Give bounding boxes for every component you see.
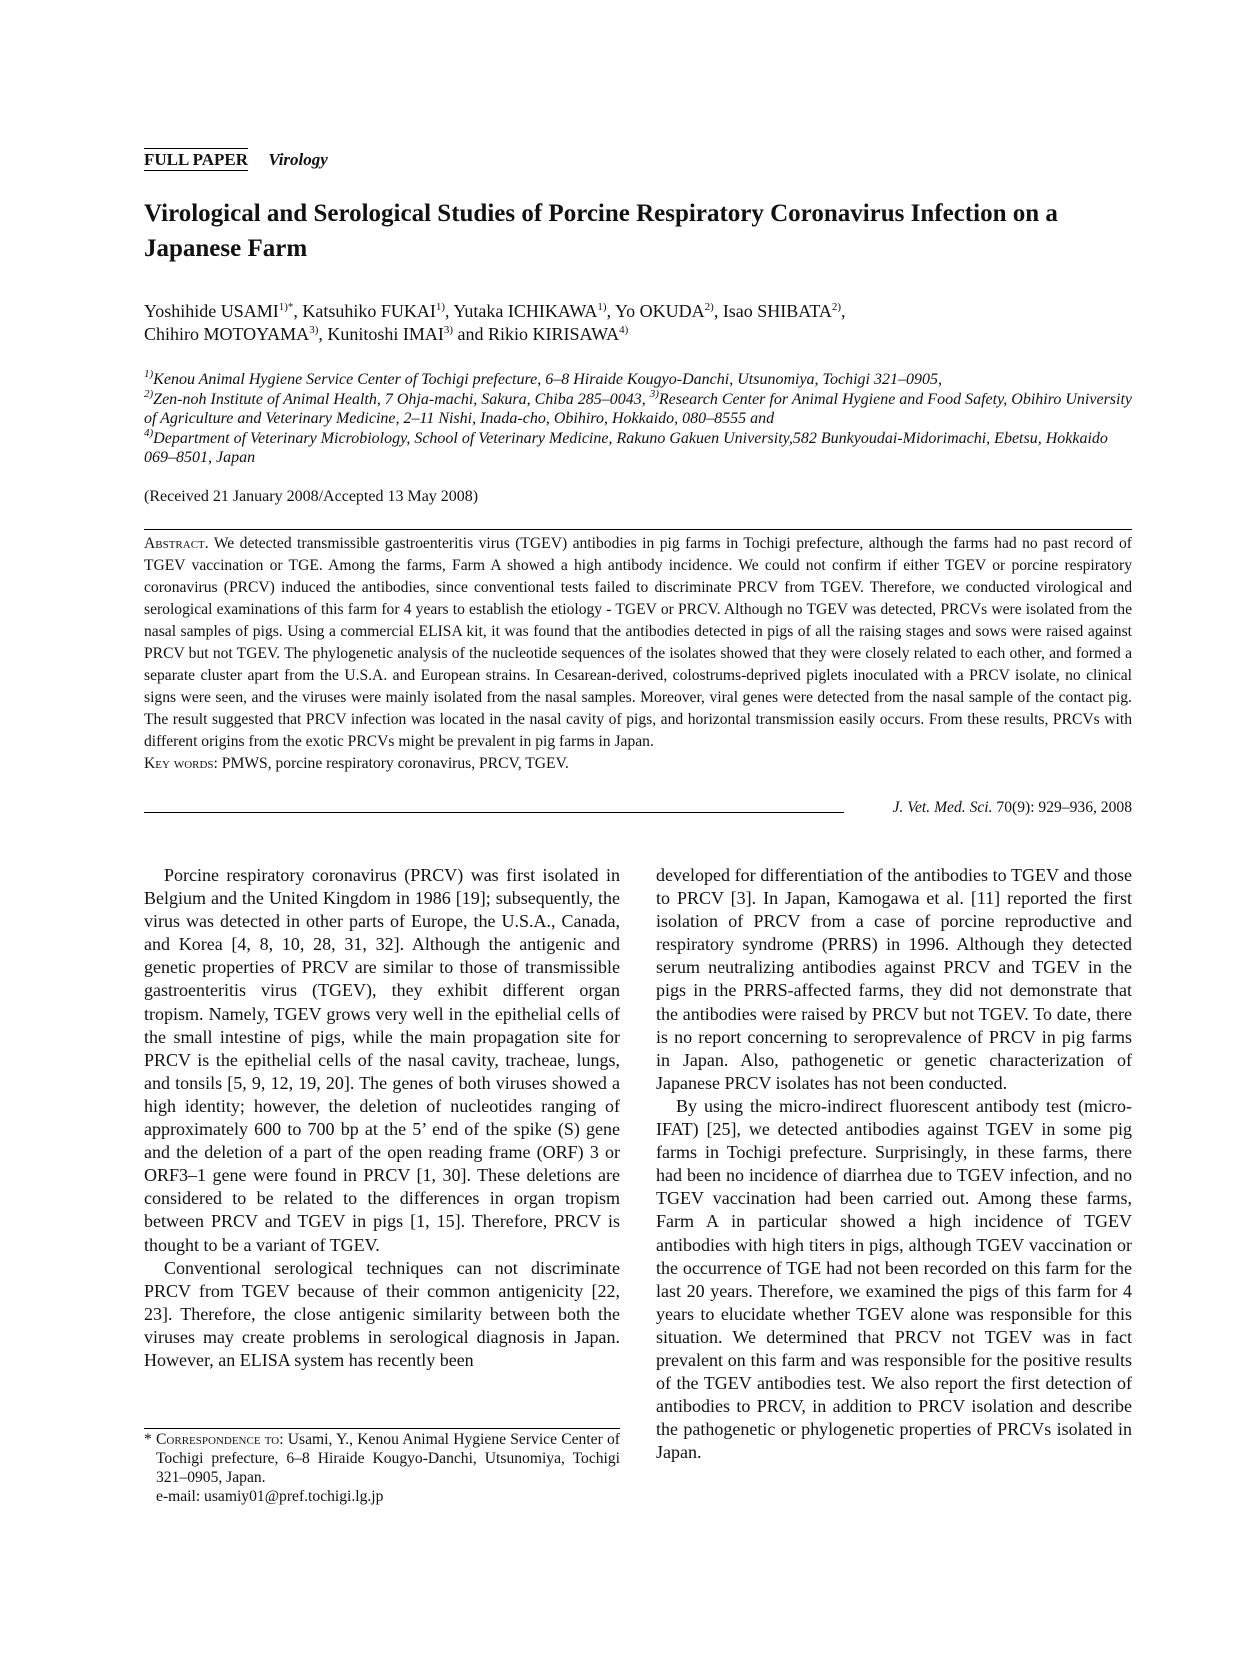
journal-citation: J. Vet. Med. Sci. 70(9): 929–936, 2008 — [892, 799, 1132, 816]
keywords: PMWS, porcine respiratory coronavirus, PRCV, TGEV. — [217, 755, 569, 772]
article-header — [144, 150, 328, 170]
author: Chihiro MOTOYAMA$^{3)}$, — [144, 324, 328, 344]
affiliation: $^{4)}$Department of Veterinary Microbiology, School of Veterinary Medicine, Rakuno Gakuen University,582 Bunkyoudai-Midorimachi, Ebetsu, Hokkaido 069–8501, Japan — [144, 426, 1108, 467]
author: Rikio KIRISAWA$^{4)}$ — [488, 324, 629, 344]
author: Yutaka ICHIKAWA$^{1)}$, — [453, 301, 615, 321]
affiliation: $^{1)}$Kenou Animal Hygiene Service Center of Tochigi prefecture, 6–8 Hiraide Kougyo-Danchi, Utsunomiya, Tochigi 321–0905, — [144, 368, 942, 388]
footnote-rule — [144, 1428, 620, 1429]
abstract-top-rule — [144, 529, 1132, 530]
paper-title: Virological and Serological Studies of Porcine Respiratory Coronavirus Infection on a Japanese Farm — [144, 200, 1058, 262]
affiliation: $^{2)}$Zen-noh Institute of Animal Health, 7 Ohja-machi, Sakura, Chiba 285–0043, — [144, 387, 650, 408]
affiliation: $^{3)}$Research Center for Animal Hygiene and Food Safety, Obihiro University of Agriculture and Veterinary Medicine, 2–11 Nishi, Inada-cho, Obihiro, Hokkaido, 080–8555 and — [144, 387, 1133, 428]
abstract — [144, 533, 1132, 775]
author: Yoshihide $USAMI^{1)*}$, — [144, 301, 303, 321]
body-column-right — [656, 864, 1132, 1464]
article-section: Virology — [268, 150, 328, 169]
author: Yo OKUDA$^{2)}$, — [614, 301, 723, 321]
paragraph: By using the micro-indirect fluorescent antibody test (micro-IFAT) [25], we detected antibodies against TGEV in some pig farms in Tochigi prefecture. Surprisingly, in these farms, there had been no incidence of diarrhea due to TGEV infection, and no TGEV vaccination had been carried out. Among these farms, Farm A in particular showed a high incidence of TGEV antibodies with high titers in pigs, although TGEV vaccination or the occurrence of TGE had not been recorded on this farm for the last 20 years. Therefore, we examined the pigs of this farm for 4 years to elucidate whether TGEV alone was responsible for this situation. We determined that PRCV not TGEV was in fact prevalent on this farm and was responsible for the positive results of the TGEV antibodies test. We also report the first detection of antibodies to PRCV, in addition to PRCV isolation and describe the pathogenetic or phylogenetic properties of PRCVs isolated in Japan. — [656, 1095, 1132, 1463]
received-dates: (Received 21 January 2008/Accepted 13 May 2008) — [144, 488, 479, 505]
correspondence-footnote: * Correspondence to: Usami, Y., Kenou Animal Hygiene Service Center of Tochigi prefecture, 6–8 Hiraide Kougyo-Danchi, Utsunomiya, Tochigi 321–0905, Japan. e-mail: usamiy01@pref.tochigi.lg.jp — [144, 1431, 620, 1505]
article-type: FULL PAPER — [144, 150, 249, 169]
keywords-label: Key words: — [144, 755, 218, 772]
paragraph: Porcine respiratory coronavirus (PRCV) was first isolated in Belgium and the United Kingdom in 1986 [19]; subsequently, the virus was detected in other parts of Europe, the U.S.A., Canada, and Korea [4, 8, 10, 28, 31, 32]. Although the antigenic and genetic properties of PRCV are similar to those of transmissible gastroenteritis virus (TGEV), they exhibit different organ tropism. Namely, TGEV grows very well in the epithelial cells of the small intestine of pigs, while the main propagation site for PRCV is the epithelial cells of the nasal cavity, tracheae, lungs, and tonsils [5, 9, 12, 19, 20]. The genes of both viruses showed a high identity; however, the deletion of nucleotides ranging of approximately 600 to 700 bp at the 5’ end of the spike (S) gene and the deletion of a part of the open reading frame (ORF) 3 or ORF3–1 gene were found in PRCV [1, 30]. These deletions are considered to be related to the differences in organ tropism between PRCV and TGEV in pigs [1, 15]. Therefore, PRCV is thought to be a variant of TGEV. — [144, 865, 620, 1255]
author-list — [144, 300, 1134, 346]
author: Isao SHIBATA$^{2)}$, — [722, 301, 846, 321]
author: Katsuhiko FUKAI$^{1)}$, — [302, 301, 454, 321]
body-column-left — [144, 864, 620, 1372]
paragraph: developed for differentiation of the antibodies to TGEV and those to PRCV [3]. In Japan, Kamogawa et al. [11] reported the first isolation of PRCV from a case of porcine reproductive and respiratory syndrome (PRRS) in 1996. Although they detected serum neutralizing antibodies against PRCV and TGEV in the pigs in the PRRS-affected farms, they did not demonstrate that the antibodies were raised by PRCV but not TGEV. To date, there is no report concerning to seroprevalence of PRCV in pig farms in Japan. Also, pathogenetic or genetic characterization of Japanese PRCV isolates has not been conducted. — [656, 865, 1132, 1093]
affiliations — [144, 370, 1134, 468]
author: Kunitoshi IMAI$^{3)}$ and — [327, 324, 489, 344]
email: e-mail: usamiy01@pref.tochigi.lg.jp — [156, 1488, 384, 1505]
abstract-bottom-rule — [144, 812, 844, 813]
abstract-text: We detected transmissible gastroenteritis virus (TGEV) antibodies in pig farms in Tochigi prefecture, although the farms had no past record of TGEV vaccination or TGE. Among the farms, Farm A showed a high antibody incidence. We could not confirm if either TGEV or porcine respiratory coronavirus (PRCV) induced the antibodies, since conventional tests failed to discriminate PRCV from TGEV. Therefore, we conducted virological and serological examinations of this farm for 4 years to establish the etiology - TGEV or PRCV. Although no TGEV was detected, PRCVs were isolated from the nasal samples of pigs. Using a commercial ELISA kit, it was found that the antibodies detected in pigs of all the raising stages and sows were raised against PRCV but not TGEV. The phylogenetic analysis of the nucleotide sequences of the isolates showed that they were closely related to each other, and formed a separate cluster apart from the U.S.A. and European strains. In Cesarean-derived, colostrums-deprived piglets inoculated with a PRCV isolate, no clinical signs were seen, and the viruses were mainly isolated from the nasal samples. Moreover, viral genes were detected from the nasal sample of the contact pig. The result suggested that PRCV infection was located in the nasal cavity of pigs, and horizontal transmission easily occurs. From these results, PRCVs with different origins from the exotic PRCVs might be prevalent in pig farms in Japan. — [144, 535, 1132, 750]
paragraph: Conventional serological techniques can not discriminate PRCV from TGEV because of their common antigenicity [22, 23]. Therefore, the close antigenic similarity between both the viruses may create problems in serological diagnosis in Japan. However, an ELISA system has recently been — [144, 1257, 620, 1370]
abstract-label: Abstract. — [144, 535, 209, 552]
